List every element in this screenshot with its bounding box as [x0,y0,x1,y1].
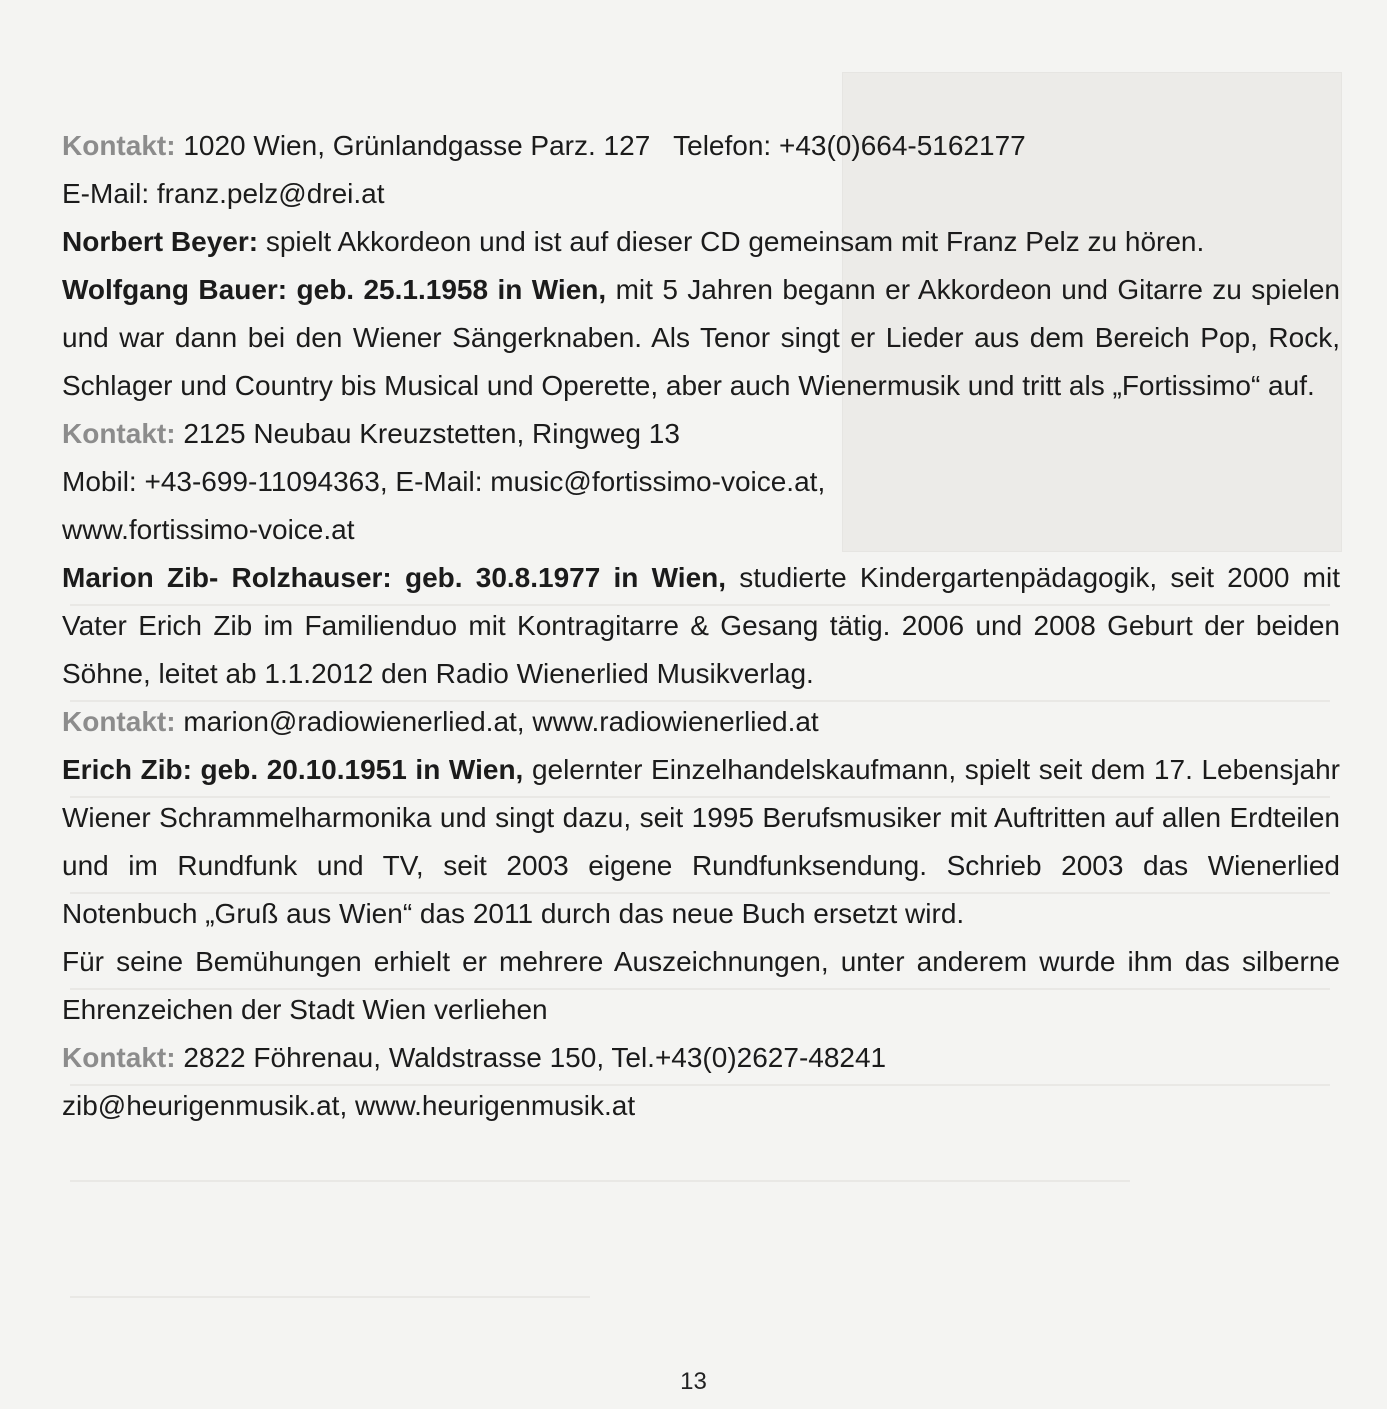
bio-wolfgang-bauer [62,266,1340,410]
contact-website: www.fortissimo-voice.at [62,514,355,545]
show-through-line [70,1180,1130,1182]
show-through-line [70,1296,590,1298]
contact-block-erich [62,1034,1340,1130]
bio-name: Norbert Beyer: [62,226,259,257]
contact-label: Kontakt: [62,706,176,737]
bio-erich-zib [62,746,1340,938]
bio-marion-zib-rolzhauser [62,554,1340,698]
bio-name: Wolfgang Bauer: geb. 25.1.1958 in Wien, [62,274,607,305]
contact-phone: Telefon: +43(0)664-5162177 [673,130,1026,161]
page-content [62,122,1340,1130]
page-number: 13 [680,1368,707,1395]
contact-email-website: zib@heurigenmusik.at, www.heurigenmusik.at [62,1090,636,1121]
contact-email-website: marion@radiowienerlied.at, www.radiowienerlied.at [183,706,819,737]
contact-label: Kontakt: [62,1042,176,1073]
bio-text: gelernter Einzelhandelskaufmann, spielt seit dem 17. Lebensjahr Wiener Schrammelharmonika und singt dazu, seit 1995 Berufsmusiker mit Auftritten auf allen Erdteilen und im Rundfunk und TV, seit 2003 eigene Rundfunksendung. Schrieb 2003 das Wienerlied Notenbuch „Gruß aus Wien“ das 2011 durch das neue Buch ersetzt wird. [62,754,1341,929]
bio-name: Erich Zib: geb. 20.10.1951 in Wien, [62,754,524,785]
contact-label: Kontakt: [62,418,176,449]
bio-text: studierte Kindergartenpädagogik, seit 2000 mit Vater Erich Zib im Familienduo mit Kontragitarre & Gesang tätig. 2006 und 2008 Geburt der beiden Söhne, leitet ab 1.1.2012 den Radio Wienerlied Musikverlag. [62,562,1341,689]
bio-text: mit 5 Jahren begann er Akkordeon und Gitarre zu spielen und war dann bei den Wiener Sängerknaben. Als Tenor singt er Lieder aus dem Bereich Pop, Rock, Schlager und Country bis Musical und Operette, aber auch Wienermusik und tritt als „Fortissimo“ auf. [62,274,1341,401]
contact-address: 2822 Föhrenau, Waldstrasse 150, Tel.+43(0)2627-48241 [183,1042,887,1073]
contact-block-bauer [62,410,1340,554]
contact-email: E-Mail: franz.pelz@drei.at [62,178,385,209]
contact-block-marion [62,698,1340,746]
contact-address: 2125 Neubau Kreuzstetten, Ringweg 13 [183,418,680,449]
bio-name: Marion Zib- Rolzhauser: geb. 30.8.1977 in Wien, [62,562,727,593]
contact-label: Kontakt: [62,130,176,161]
contact-block-pelz [62,122,1340,218]
bio-norbert-beyer [62,218,1340,266]
awards-text: Für seine Bemühungen erhielt er mehrere Auszeichnungen, unter anderem wurde ihm das silberne Ehrenzeichen der Stadt Wien verliehen [62,946,1340,1025]
contact-mobile-email: Mobil: +43-699-11094363, E-Mail: music@fortissimo-voice.at, [62,466,826,497]
bio-text: spielt Akkordeon und ist auf dieser CD gemeinsam mit Franz Pelz zu hören. [265,226,1205,257]
contact-address: 1020 Wien, Grünlandgasse Parz. 127 [183,130,651,161]
awards-paragraph [62,938,1340,1034]
